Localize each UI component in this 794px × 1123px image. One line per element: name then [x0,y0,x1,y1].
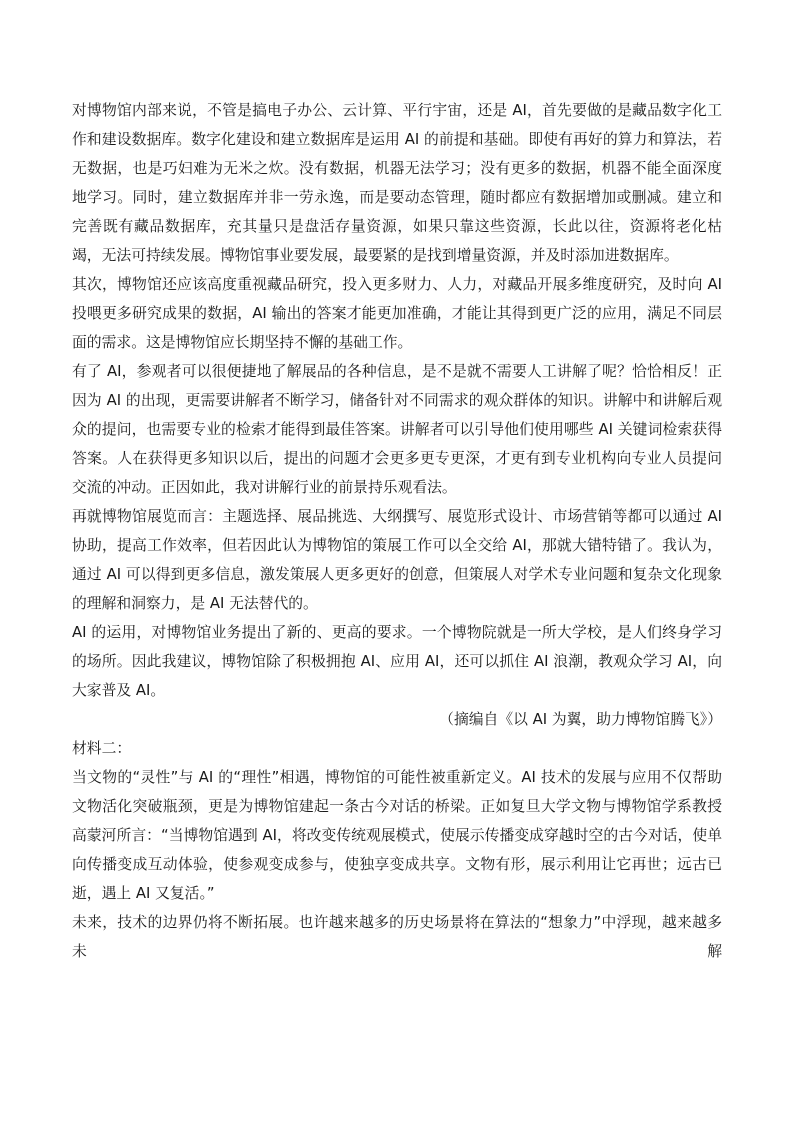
paragraph-5: AI 的运用，对博物馆业务提出了新的、更高的要求。一个博物院就是一所大学校，是人们终身学习的场所。因此我建议，博物馆除了积极拥抱 AI、应用 AI，还可以抓住 AI 浪潮，教观众学习 AI，向大家普及 AI。 [72,624,722,699]
source-citation: （摘编自《以 AI 为翼，助力博物馆腾飞》） [439,711,722,728]
paragraph-2: 其次，博物馆还应该高度重视藏品研究，投入更多财力、人力，对藏品开展多维度研究，及时向 AI 投喂更多研究成果的数据，AI 输出的答案才能更加准确，才能让其得到更广泛的应用，满足不同层面的需求。这是博物馆应长期坚持不懈的基础工作。 [72,276,722,351]
material-paragraph-2: 未来，技术的边界仍将不断拓展。也许越来越多的历史场景将在算法的“想象力”中浮现，越来越多未解 [72,914,722,960]
paragraph-3: 有了 AI，参观者可以很便捷地了解展品的各种信息，是不是就不需要人工讲解了呢？恰恰相反！正因为 AI 的出现，更需要讲解者不断学习，储备针对不同需求的观众群体的知识。讲解中和讲解后观众的提问，也需要专业的检索才能得到最佳答案。讲解者可以引导他们使用哪些 AI 关键词检索获得答案。人在获得更多知识以后，提出的问题才会更多更专更深，才更有到专业机构向专业人员提问交流的冲动。正因如此，我对讲解行业的前景持乐观看法。 [72,363,722,496]
paragraph-1: 对博物馆内部来说，不管是搞电子办公、云计算、平行宇宙，还是 AI，首先要做的是藏品数字化工作和建设数据库。数字化建设和建立数据库是运用 AI 的前提和基础。即使有再好的算力和算法，若无数据，也是巧妇难为无米之炊。没有数据，机器无法学习；没有更多的数据，机器不能全面深度地学习。同时，建立数据库并非一劳永逸，而是要动态管理，随时都应有数据增加或删减。建立和完善既有藏品数据库，充其量只是盘活存量资源，如果只靠这些资源，长此以往，资源将老化枯竭，无法可持续发展。博物馆事业要发展，最要紧的是找到增量资源，并及时添加进数据库。 [72,102,722,264]
document-page [72,96,722,966]
paragraph-4: 再就博物馆展览而言：主题选择、展品挑选、大纲撰写、展览形式设计、市场营销等都可以通过 AI 协助，提高工作效率，但若因此认为博物馆的策展工作可以全交给 AI，那就大错特错了。我认为，通过 AI 可以得到更多信息，激发策展人更多更好的创意，但策展人对学术专业问题和复杂文化现象的理解和洞察力，是 AI 无法替代的。 [72,508,722,612]
material-paragraph-1: 当文物的“灵性”与 AI 的“理性”相遇，博物馆的可能性被重新定义。AI 技术的发展与应用不仅帮助文物活化突破瓶颈，更是为博物馆建起一条古今对话的桥梁。正如复旦大学文物与博物馆学系教授高蒙河所言：“当博物馆遇到 AI，将改变传统观展模式，使展示传播变成穿越时空的古今对话，使单向传播变成互动体验，使参观变成参与，使独享变成共享。文物有形，展示利用让它再世；远古已逝，遇上 AI 又复活。” [72,769,722,902]
material-label: 材料二： [72,740,132,757]
